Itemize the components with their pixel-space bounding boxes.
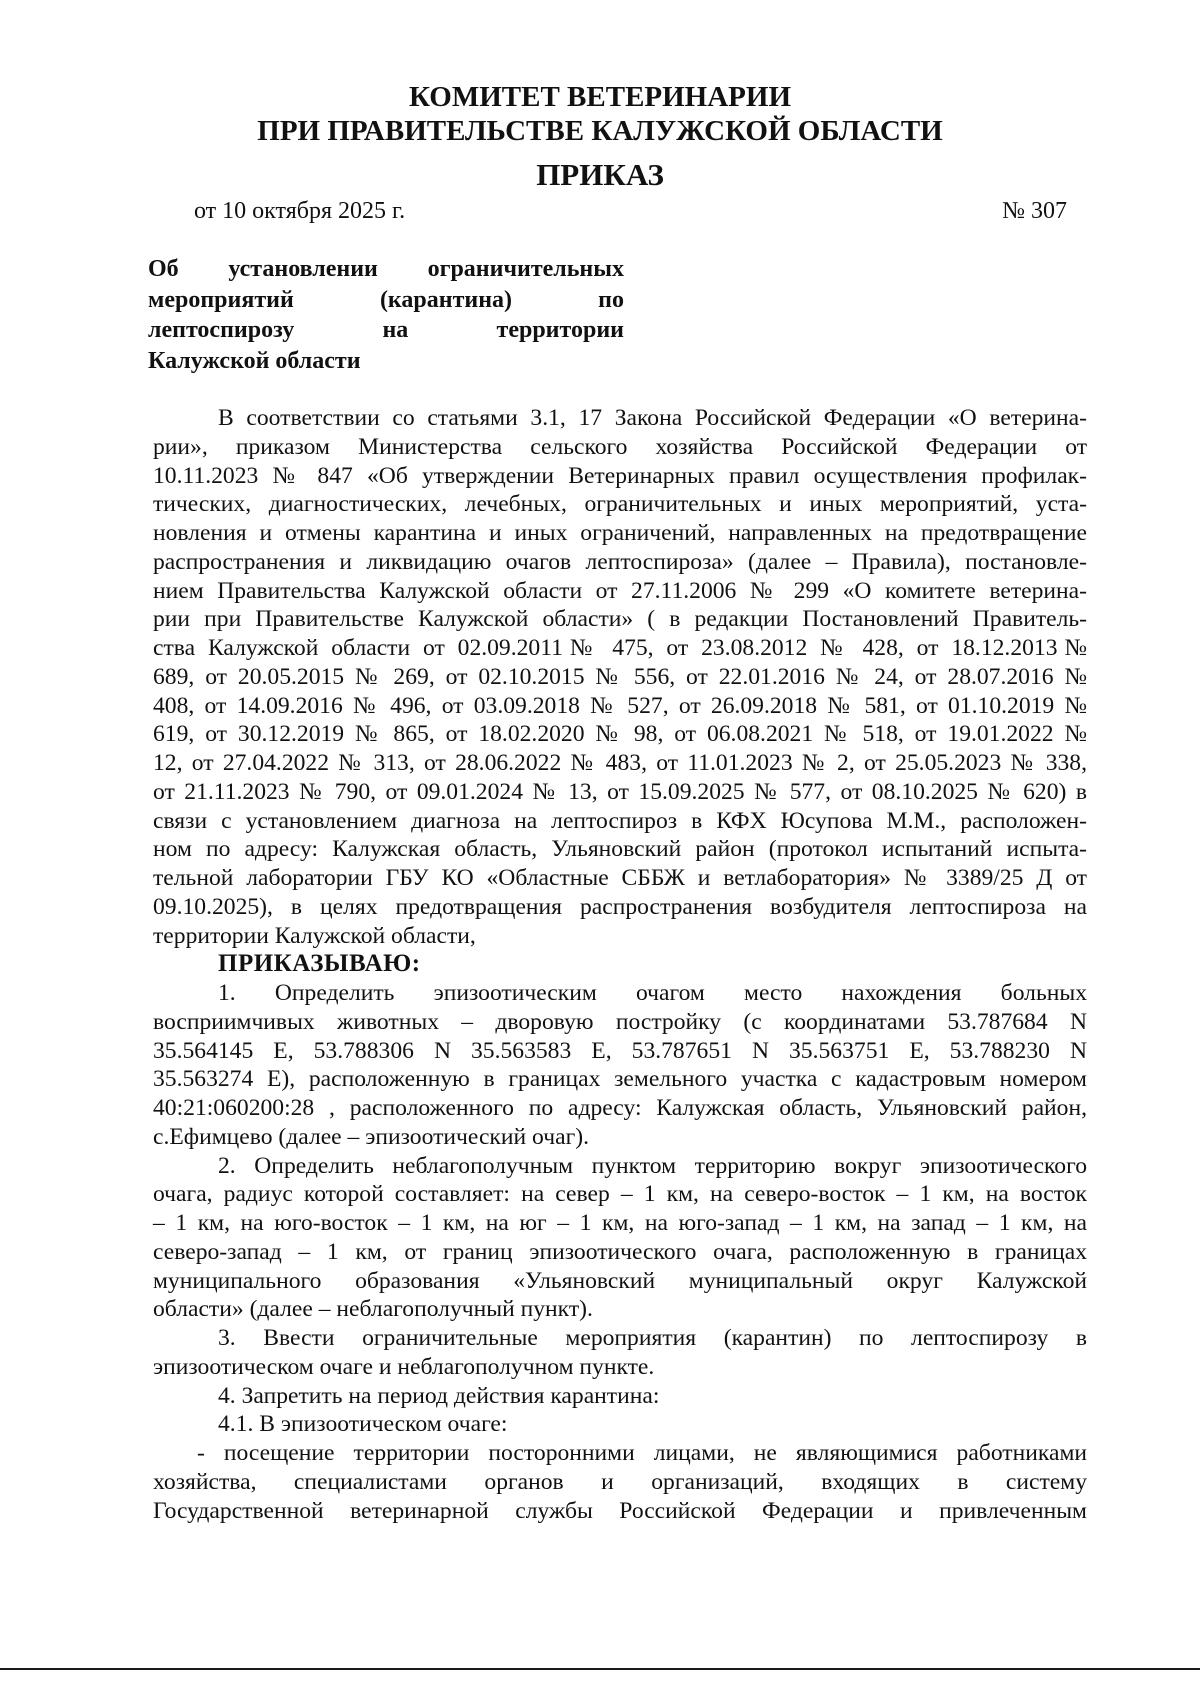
preamble-line: 619, от 30.12.2019 № 865, от 18.02.2020 № 98, от 06.08.2021 № 518, от 19.01.2022 № (153, 721, 1087, 748)
document-type: ПРИКАЗ (536, 157, 664, 192)
preamble-line: В соответствии со статьями 3.1, 17 Закона Российской Федерации «О ветерина- (218, 405, 1087, 431)
subject-line (148, 254, 624, 285)
subject-line (148, 315, 624, 346)
item-4-1-line: 4.1. В эпизоотическом очаге: (218, 1411, 508, 1438)
item-2-line: области» (далее – неблагополучный пункт). (153, 1296, 593, 1323)
preamble-line: новления и отмены карантина и иных ограничений, направленных на предотвращение (153, 520, 1087, 546)
subject-word: Об (148, 256, 179, 282)
preamble-line: тельной лаборатории ГБУ КО «Областные СББЖ и ветлаборатория» № 3389/25 Д от (153, 865, 1087, 891)
subject-word: установлении (228, 256, 378, 282)
item-2-line: – 1 км, на юго-восток – 1 км, на юг – 1 км, на юго-запад – 1 км, на запад – 1 км, на (153, 1210, 1087, 1236)
preamble-line: 12, от 27.04.2022 № 313, от 28.06.2022 № 483, от 11.01.2023 № 2, от 25.05.2023 № 338, (153, 750, 1087, 776)
subject-word: ограничительных (427, 256, 624, 282)
preamble-line: от 21.11.2023 № 790, от 09.01.2024 № 13, от 15.09.2025 № 577, от 08.10.2025 № 620) в (153, 778, 1087, 805)
item-1-line: 35.564145 E, 53.788306 N 35.563583 E, 53.787651 N 35.563751 E, 53.788230 N (153, 1037, 1087, 1064)
item-4-1-list-line: Государственной ветеринарной службы Российской Федерации и привлеченным (153, 1497, 1087, 1524)
page-bottom-rule (0, 1668, 1200, 1670)
subject-word: мероприятий (148, 286, 294, 313)
preamble-line: 09.10.2025), в целях предотвращения распространения возбудителя лептоспироза на (153, 893, 1087, 920)
item-3-line: 3. Ввести ограничительные мероприятия (карантин) по лептоспирозу в (218, 1325, 1087, 1351)
preamble-line: ства Калужской области от 02.09.2011№ 475, от 23.08.2012 № 428, от 18.12.2013№ (153, 635, 1087, 661)
subject-word: по (598, 286, 624, 313)
item-2-line: северо-запад – 1 км, от границ эпизоотического очага, расположенную в границах (153, 1238, 1087, 1265)
preamble-line: 689, от 20.05.2015 № 269, от 02.10.2015 № 556, от 22.01.2016 № 24, от 28.07.2016 № (153, 663, 1087, 690)
order-subject (148, 254, 624, 376)
preamble-line: 408, от 14.09.2016 № 496, от 03.09.2018 № 527, от 26.09.2018 № 581, от 01.10.2019 № (153, 692, 1087, 719)
preamble-line: нием Правительства Калужской области от 27.11.2006 № 299 «О комитете ветерина- (153, 577, 1087, 604)
item-4-line: 4. Запретить на период действия карантина: (218, 1382, 660, 1409)
subject-word: лептоспирозу (148, 317, 295, 343)
order-word: ПРИКАЗЫВАЮ: (218, 950, 421, 978)
item-2-line: 2. Определить неблагополучным пунктом территорию вокруг эпизоотического (218, 1152, 1087, 1179)
org-name-line-1: КОМИТЕТ ВЕТЕРИНАРИИ (408, 81, 792, 113)
item-4-1-list-line: хозяйства, специалистами органов и организаций, входящих в систему (153, 1468, 1087, 1495)
subject-word: на (382, 317, 409, 343)
item-1-line: восприимчивых животных – дворовую постройку (с координатами 53.787684 N (153, 1008, 1087, 1035)
item-4-1-list-line: - посещение территории посторонними лицами, не являющимися работниками (197, 1440, 1087, 1466)
order-number: № 307 (1002, 198, 1067, 224)
preamble-line: тических, диагностических, лечебных, ограничительных и иных мероприятий, уста- (153, 491, 1087, 518)
order-date: от 10 октября 2025 г. (194, 198, 406, 224)
preamble-line: ном по адресу: Калужская область, Ульяновский район (протокол испытаний испыта- (153, 836, 1087, 863)
item-1-line: 35.563274 E), расположенную в границах земельного участка с кадастровым номером (153, 1066, 1087, 1093)
item-2-line: очага, радиус которой составляет: на север – 1 км, на северо-восток – 1 км, на восток (153, 1181, 1087, 1208)
item-1-line: с.Ефимцево (далее – эпизоотический очаг). (153, 1123, 590, 1150)
subject-word: территории (496, 317, 624, 343)
org-name-line-2: ПРИ ПРАВИТЕЛЬСТВЕ КАЛУЖСКОЙ ОБЛАСТИ (257, 115, 943, 147)
item-2-line: муниципального образования «Ульяновский муниципальный округ Калужской (153, 1267, 1087, 1294)
preamble-line: 10.11.2023 № 847 «Об утверждении Ветеринарных правил осуществления профилак- (153, 462, 1087, 489)
item-1-line: 40:21:060200:28 , расположенного по адресу: Калужская область, Ульяновский район, (153, 1095, 1087, 1121)
item-3-line: эпизоотическом очаге и неблагополучном пункте. (153, 1353, 655, 1380)
subject-line (148, 346, 624, 377)
item-1-line: 1. Определить эпизоотическим очагом место нахождения больных (218, 980, 1087, 1006)
subject-word: (карантина) (379, 286, 513, 313)
subject-line (148, 285, 624, 316)
order-body (153, 404, 1087, 1525)
preamble-line: рии при Правительстве Калужской области» ( в редакции Постановлений Правитель- (153, 606, 1087, 633)
preamble-line: связи с установлением диагноза на лептоспироз в КФХ Юсупова М.М., расположен- (153, 807, 1087, 834)
preamble-line: рии», приказом Министерства сельского хозяйства Российской Федерации от (153, 433, 1087, 460)
subject-word: Калужской области (148, 347, 361, 374)
preamble-line: распространения и ликвидацию очагов лептоспироза» (далее – Правила), постановле- (153, 548, 1087, 575)
preamble-line: территории Калужской области, (153, 922, 476, 949)
